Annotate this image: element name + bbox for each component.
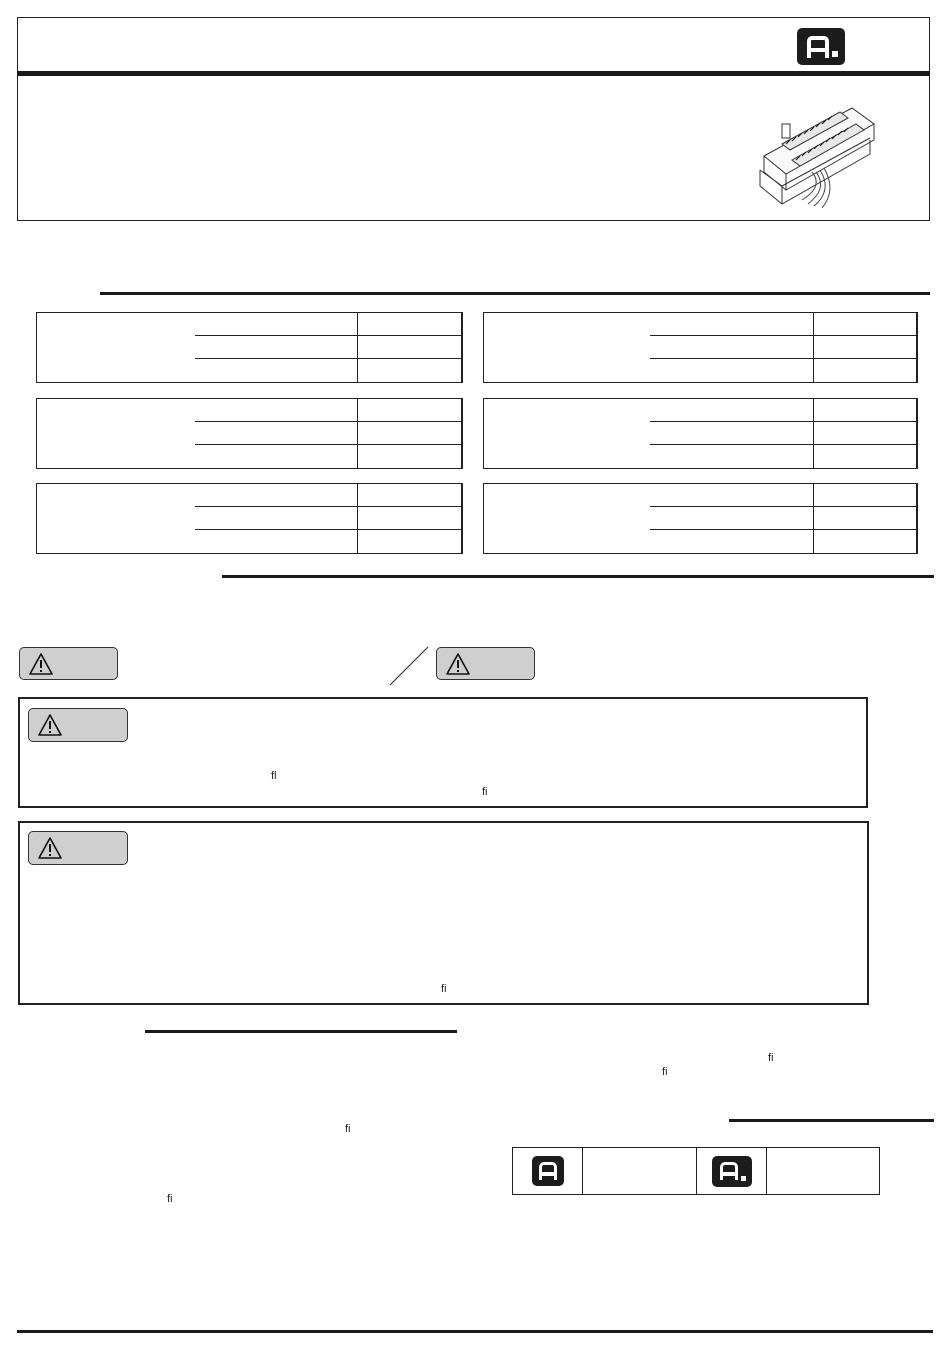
spec-cell	[650, 336, 814, 359]
spec-side-cell	[37, 313, 195, 382]
section-rule-ordering	[729, 1119, 934, 1122]
spec-cell	[650, 530, 814, 553]
ligature-glyph: ﬂ	[271, 770, 277, 782]
spec-cell	[358, 530, 462, 553]
spec-cell	[814, 484, 917, 507]
ligature-glyph: ﬁ	[345, 1123, 351, 1135]
spec-cell	[650, 399, 814, 422]
warning-triangle-icon	[37, 836, 63, 860]
brand-logo-small-icon	[532, 1156, 564, 1186]
order-table	[512, 1147, 880, 1195]
order-cell	[583, 1148, 697, 1194]
order-cell	[767, 1148, 879, 1194]
warning-box-2	[18, 821, 869, 1005]
warning-triangle-icon	[445, 652, 471, 676]
spec-cell	[814, 445, 917, 468]
spec-cell	[195, 399, 358, 422]
section-rule-safety	[222, 575, 934, 578]
section-rule-installation	[145, 1030, 457, 1033]
spec-side-cell	[484, 484, 650, 553]
spec-cell	[650, 313, 814, 336]
spec-cell	[650, 359, 814, 382]
spec-table-right-3	[483, 483, 918, 554]
spec-cell	[650, 422, 814, 445]
spec-cell	[195, 422, 358, 445]
spec-cell	[358, 313, 462, 336]
spec-cell	[195, 484, 358, 507]
spec-cell	[195, 507, 358, 530]
spec-cell	[358, 422, 462, 445]
spec-cell	[195, 445, 358, 468]
section-rule-specs	[100, 292, 930, 295]
spec-cell	[358, 359, 462, 382]
ligature-glyph: ﬁ	[441, 983, 447, 995]
spec-cell	[814, 422, 917, 445]
spec-cell	[358, 399, 462, 422]
footer-rule	[17, 1330, 933, 1333]
spec-cell	[814, 530, 917, 553]
warning-badge-right	[436, 647, 535, 680]
warning-triangle-icon	[37, 713, 63, 737]
ligature-glyph: ﬁ	[167, 1193, 173, 1205]
order-cell-logo-large	[697, 1148, 767, 1194]
header-divider	[17, 71, 930, 76]
spec-cell	[195, 313, 358, 336]
warning-badge-left	[19, 647, 118, 680]
spec-table-right-2	[483, 398, 918, 469]
spec-cell	[195, 336, 358, 359]
spec-side-cell	[37, 484, 195, 553]
order-cell-logo-small	[513, 1148, 583, 1194]
spec-cell	[814, 336, 917, 359]
ligature-glyph: ﬁ	[768, 1052, 774, 1064]
spec-side-cell	[484, 313, 650, 382]
spec-cell	[358, 445, 462, 468]
spec-cell	[195, 530, 358, 553]
spec-cell	[650, 445, 814, 468]
slash-divider	[388, 645, 430, 687]
brand-logo-large-icon	[712, 1156, 752, 1187]
spec-cell	[358, 507, 462, 530]
ligature-glyph: ﬁ	[482, 786, 488, 798]
spec-table-left-2	[36, 398, 463, 469]
terminal-block-module-icon	[752, 94, 882, 212]
spec-cell	[814, 313, 917, 336]
ligature-glyph: ﬁ	[662, 1066, 668, 1078]
spec-table-left-3	[36, 483, 463, 554]
brand-logo-icon	[797, 28, 845, 65]
warning-badge-box-2	[28, 831, 128, 865]
spec-cell	[358, 336, 462, 359]
spec-cell	[650, 484, 814, 507]
spec-cell	[814, 507, 917, 530]
spec-cell	[814, 399, 917, 422]
spec-cell	[814, 359, 917, 382]
warning-badge-box-1	[28, 708, 128, 742]
spec-table-right-1	[483, 312, 918, 383]
spec-cell	[358, 484, 462, 507]
spec-side-cell	[37, 399, 195, 468]
spec-cell	[650, 507, 814, 530]
spec-table-left-1	[36, 312, 463, 383]
warning-box-1	[18, 697, 868, 808]
spec-cell	[195, 359, 358, 382]
warning-triangle-icon	[28, 652, 54, 676]
spec-side-cell	[484, 399, 650, 468]
